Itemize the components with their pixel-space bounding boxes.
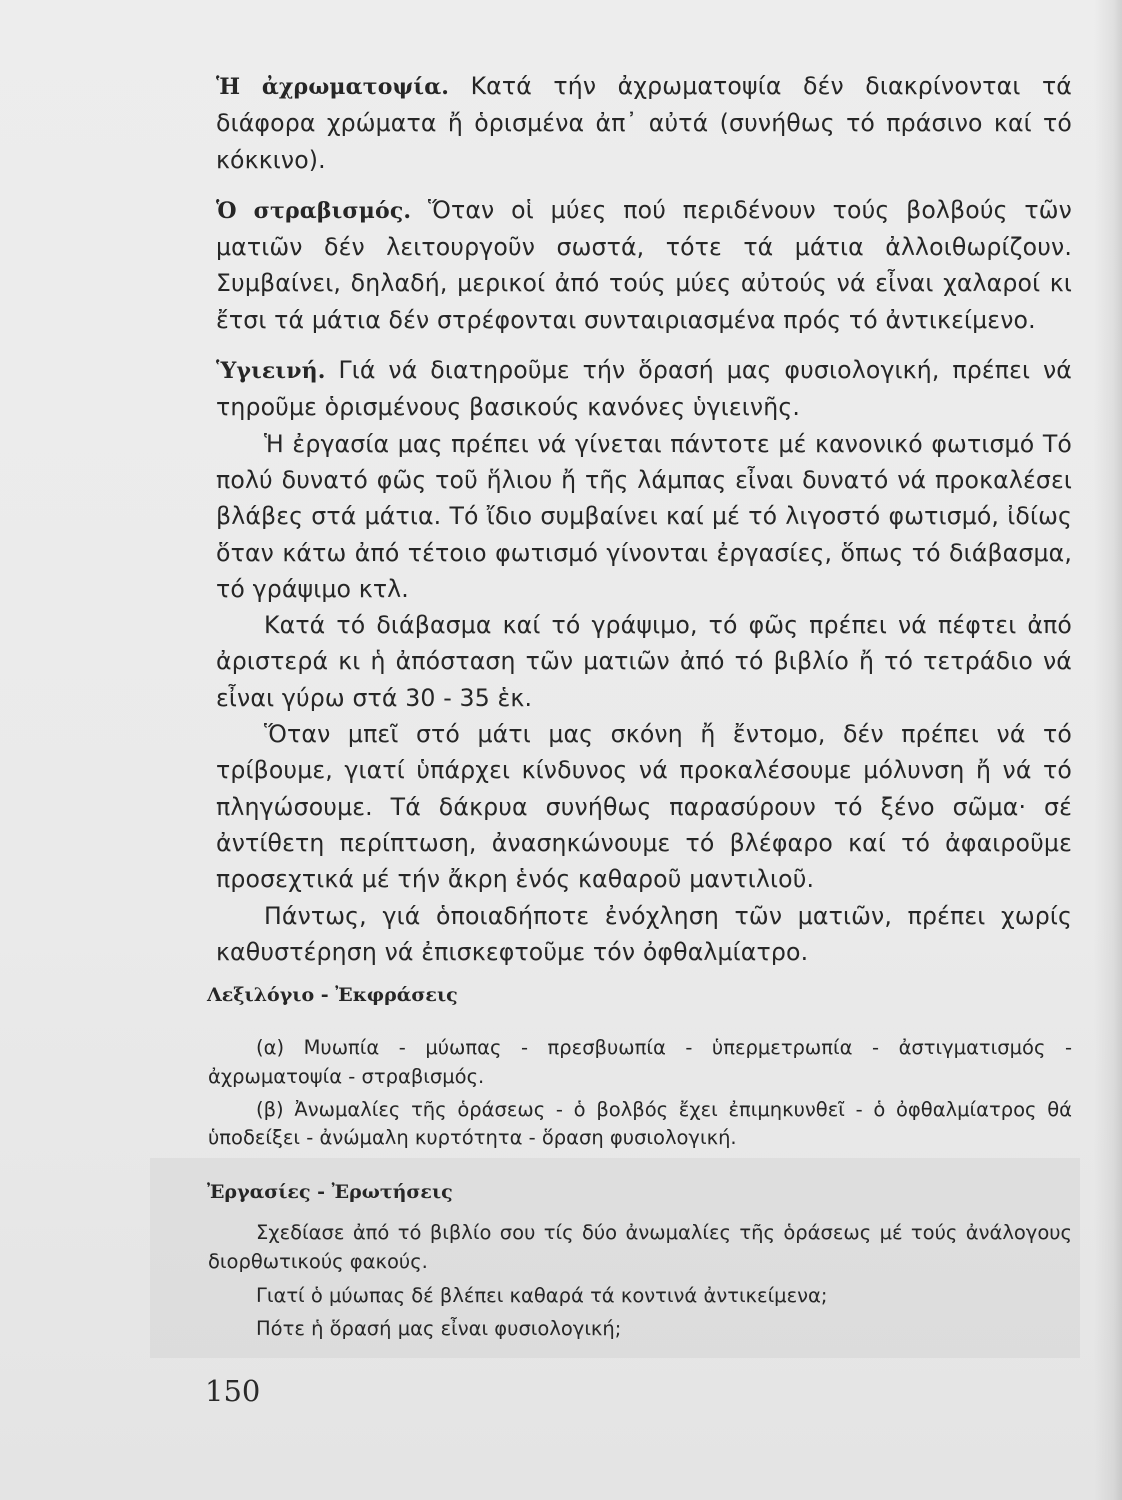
vocabulary-list — [208, 1034, 1072, 1157]
text-strabismus: Ὅταν οἱ μύες πού περιδένουν τούς βολβούς τῶν ματιῶν δέν λειτουργοῦν σωστά, τότε τά μάτια ἀλλοιθωρίζουν. Συμβαίνει, δηλαδή, μερικοί ἀπό τούς μύες αὐτούς νά εἶναι χαλαροί κι ἔτσι τά μάτια δέν στρέφονται συνταιριασμένα πρός τό ἀντικείμενο. — [216, 195, 1073, 334]
paragraph-strabismus — [216, 192, 1072, 338]
paragraph-lighting: Ἡ ἐργασία μας πρέπει νά γίνεται πάντοτε μέ κανονικό φωτισμό Τό πολύ δυνατό φῶς τοῦ ἥλιου ἤ τῆς λάμπας εἶναι δυνατό νά προκαλέσει βλάβες στά μάτια. Τό ἴδιο συμβαίνει καί μέ τό λιγοστό φωτισμό, ἰδίως ὅταν κάτω ἀπό τέτοιο φωτισμό γίνονται ἐργασίες, ὅπως τό διάβασμα, τό γράψιμο κτλ. — [216, 429, 1072, 603]
paragraph-reading-distance: Κατά τό διάβασμα καί τό γράψιμο, τό φῶς πρέπει νά πέφτει ἀπό ἀριστερά κι ἡ ἀπόσταση τῶν ματιῶν ἀπό τό βιβλίο ἤ τό τετράδιο νά εἶναι γύρω στά 30 - 35 ἑκ. — [216, 611, 1072, 712]
exercise-item-2: Γιατί ὁ μύωπας δέ βλέπει καθαρά τά κοντινά ἀντικείμενα; — [256, 1283, 828, 1307]
paragraph-ophthalmologist: Πάντως, γιά ὁποιαδήποτε ἐνόχληση τῶν ματιῶν, πρέπει χωρίς καθυστέρηση νά ἐπισκεφτοῦμε τόν ὀφθαλμίατρο. — [216, 901, 1072, 966]
page-number: 150 — [205, 1374, 261, 1408]
paragraph-achromatopsia — [216, 68, 1072, 178]
heading-hygiene: Ὑγιεινή. — [216, 358, 326, 385]
paragraph-foreign-body: Ὅταν μπεῖ στό μάτι μας σκόνη ἤ ἔντομο, δέν πρέπει νά τό τρίβουμε, γιατί ὑπάρχει κίνδυνος νά προκαλέσουμε μόλυνση ἤ νά τό πληγώσουμε. Τά δάκρυα συνήθως παρασύρουν τό ξένο σῶμα· σέ ἀντίθετη περίπτωση, ἀνασηκώνουμε τό βλέφαρο καί τό ἀφαιροῦμε προσεχτικά μέ τήν ἄκρη ἑνός καθαροῦ μαντιλιοῦ. — [216, 720, 1072, 894]
heading-achromatopsia: Ἡ ἀχρωματοψία. — [216, 74, 450, 100]
gutter-shadow — [1094, 0, 1122, 1500]
heading-strabismus: Ὁ στραβισμός. — [216, 197, 412, 224]
vocabulary-heading: Λεξιλόγιο - Ἐκφράσεις — [207, 984, 458, 1006]
exercise-item-3: Πότε ἡ ὅρασή μας εἶναι φυσιολογική; — [256, 1317, 622, 1341]
exercises-list — [208, 1219, 1072, 1349]
paragraph-hygiene — [216, 352, 1072, 426]
vocabulary-item-b: (β) Ἀνωμαλίες τῆς ὁράσεως - ὁ βολβός ἔχει ἐπιμηκυνθεῖ - ὁ ὀφθαλμίατρος θά ὑποδείξει - ἀνώμαλη κυρτότητα - ὅραση φυσιολογική. — [208, 1097, 1072, 1150]
exercise-item-1: Σχεδίασε ἀπό τό βιβλίο σου τίς δύο ἀνωμαλίες τῆς ὁράσεως μέ τούς ἀνάλογους διορθωτικούς φακούς. — [208, 1221, 1072, 1273]
main-text — [216, 68, 1072, 970]
text-hygiene: Γιά νά διατηροῦμε τήν ὅρασή μας φυσιολογική, πρέπει νά τηροῦμε ὁρισμένους βασικούς κανόνες ὑγιεινῆς. — [216, 356, 1072, 422]
exercises-heading: Ἐργασίες - Ἐρωτήσεις — [207, 1181, 453, 1203]
text-achromatopsia: Κατά τήν ἀχρωματοψία δέν διακρίνονται τά διάφορα χρώματα ἤ ὁρισμένα ἀπ᾿ αὐτά (συνήθως τό πράσινο καί τό κόκκινο). — [216, 72, 1073, 174]
vocabulary-item-a: (α) Μυωπία - μύωπας - πρεσβυωπία - ὑπερμετρωπία - ἀστιγματισμός - ἀχρωματοψία - στραβισμός. — [208, 1036, 1072, 1088]
